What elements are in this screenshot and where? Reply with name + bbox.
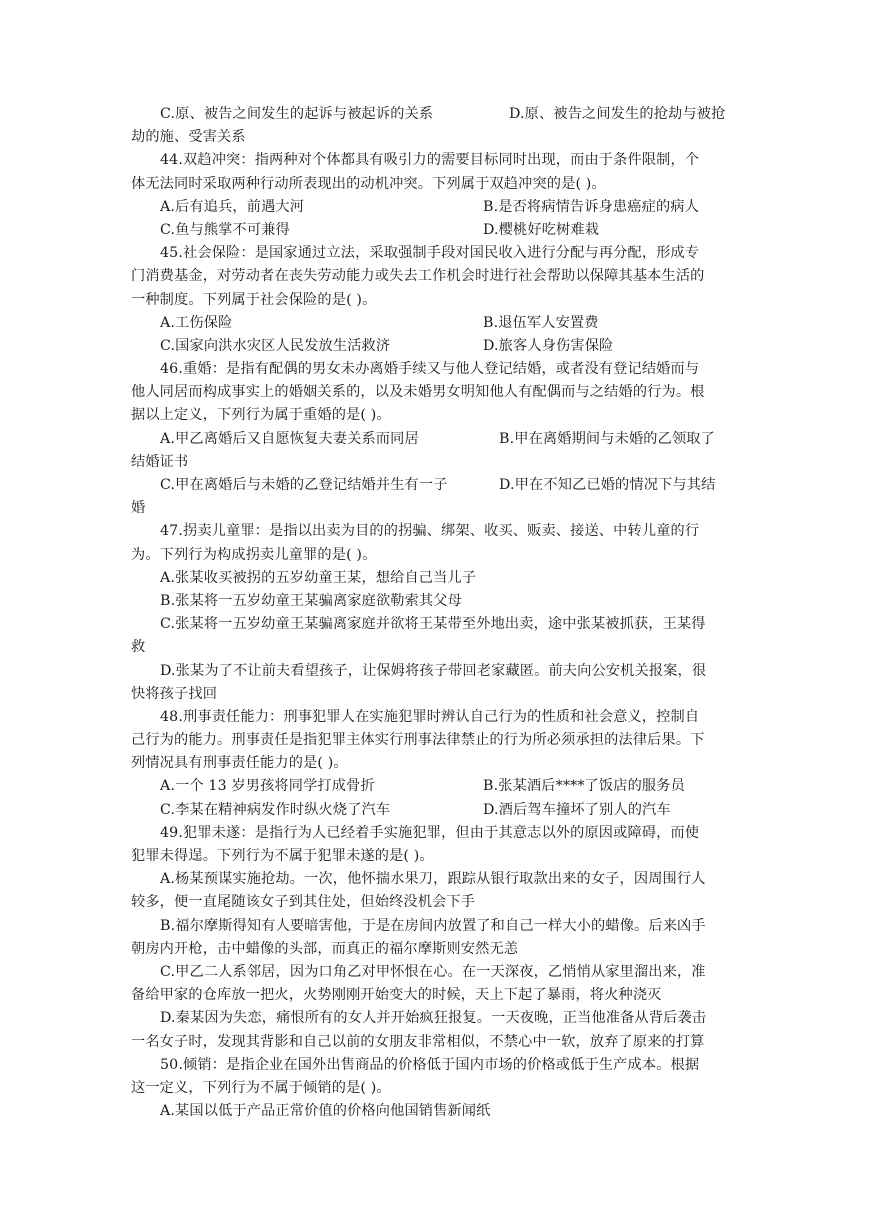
text-line: 结婚证书 [131, 453, 189, 470]
text-line: 己行为的能力。刑事责任是指犯罪主体实行刑事法律禁止的行为所必须承担的法律后果。下 [131, 732, 705, 749]
option-c: C.甲在离婚后与未婚的乙登记结婚并生有一子 [160, 477, 448, 493]
option-row [131, 312, 741, 335]
text-line: 备给甲家的仓库放一把火，火势刚刚开始变大的时候，天上下起了暴雨，将火种浇灭 [131, 987, 662, 1004]
option-row [131, 474, 741, 497]
question-49: 49.犯罪未遂：是指行为人已经着手实施犯罪，但由于其意志以外的原因或障碍，而使 [160, 824, 700, 841]
text-line: 快将孩子找回 [131, 685, 218, 702]
option-a: A.杨某预谋实施抢劫。一次，他怀揣水果刀，跟踪从银行取款出来的女子，因周围行人 [160, 871, 706, 888]
question-50: 50.倾销：是指企业在国外出售商品的价格低于国内市场的价格或低于生产成本。根据 [160, 1056, 700, 1073]
text-line: 较多，便一直尾随该女子到其住处，但始终没机会下手 [131, 894, 476, 911]
option-d: D.甲在不知乙已婚的情况下与其结 [499, 477, 716, 493]
option-c: C.张某将一五岁幼童王某骗离家庭并欲将王某带至外地出卖，途中张某被抓获，王某得 [160, 616, 706, 633]
option-a: A.某国以低于产品正常价值的价格向他国销售新闻纸 [160, 1103, 491, 1120]
option-b: B.退伍军人安置费 [483, 314, 599, 331]
text-line: 门消费基金，对劳动者在丧失劳动能力或失去工作机会时进行社会帮助以保障其基本生活的 [131, 268, 705, 285]
option-b: B.张某将一五岁幼童王某骗离家庭欲勒索其父母 [160, 592, 462, 609]
option-b: B.是否将病情告诉身患癌症的病人 [483, 198, 699, 215]
text-line: 一名女子时，发现其背影和自己以前的女朋友非常相似，不禁心中一软，放弃了原来的打算 [131, 1033, 705, 1050]
option-a: A.一个 13 岁男孩将同学打成骨折 [160, 778, 375, 795]
document-text [131, 103, 741, 1123]
question-47: 47.拐卖儿童罪：是指以出卖为目的的拐骗、绑架、收买、贩卖、接送、中转儿童的行 [160, 523, 700, 540]
option-a: A.张某收买被拐的五岁幼童王某，想给自己当儿子 [160, 569, 477, 586]
text-line: 一种制度。下列属于社会保险的是( )。 [131, 291, 377, 308]
text-line: 据以上定义，下列行为属于重婚的是( )。 [131, 407, 391, 424]
question-46: 46.重婚：是指有配偶的男女未办离婚手续又与他人登记结婚，或者没有登记结婚而与 [160, 361, 700, 378]
option-d: D.酒后驾车撞坏了别人的汽车 [483, 801, 671, 818]
text-line: 劫的施、受害关系 [131, 129, 246, 146]
option-row [131, 335, 741, 358]
text-line: 救 [131, 639, 146, 656]
text-line: 体无法同时采取两种行动所表现出的动机冲突。下列属于双趋冲突的是( )。 [131, 175, 606, 192]
text-line: 婚 [131, 500, 146, 517]
option-row [131, 775, 741, 798]
text-line: 朝房内开枪，击中蜡像的头部，而真正的福尔摩斯则安然无恙 [131, 940, 519, 957]
option-d: D.原、被告之间发生的抢劫与被抢 [509, 106, 726, 122]
option-row [131, 103, 741, 126]
option-b: B.张某酒后****了饭店的服务员 [483, 778, 685, 795]
option-c: C.原、被告之间发生的起诉与被起诉的关系 [160, 106, 434, 122]
option-b: B.甲在离婚期间与未婚的乙领取了 [499, 430, 715, 447]
option-d: D.樱桃好吃树难栽 [483, 221, 600, 238]
option-c: C.国家向洪水灾区人民发放生活救济 [160, 337, 391, 354]
option-c: C.李某在精神病发作时纵火烧了汽车 [160, 801, 391, 818]
question-44: 44.双趋冲突：指两种对个体都具有吸引力的需要目标同时出现，而由于条件限制，个 [160, 152, 700, 169]
option-row [131, 428, 741, 451]
option-row [131, 799, 741, 822]
option-a: A.甲乙离婚后又自愿恢复夫妻关系而同居 [160, 430, 419, 447]
option-a: A.后有追兵，前遇大河 [160, 198, 305, 215]
text-line: 他人同居而构成事实上的婚姻关系的，以及未婚男女明知他人有配偶而与之结婚的行为。根 [131, 384, 705, 401]
option-d: D.张某为了不让前夫看望孩子，让保姆将孩子带回老家藏匿。前夫向公安机关报案，很 [160, 662, 707, 679]
text-line: 列情况具有刑事责任能力的是( )。 [131, 755, 348, 772]
option-d: D.旅客人身伤害保险 [483, 337, 614, 354]
text-line: 为。下列行为构成拐卖儿童罪的是( )。 [131, 546, 377, 563]
question-45: 45.社会保险：是国家通过立法，采取强制手段对国民收入进行分配与再分配，形成专 [160, 245, 700, 262]
text-line: 犯罪未得逞。下列行为不属于犯罪未遂的是( )。 [131, 848, 434, 864]
option-c: C.鱼与熊掌不可兼得 [160, 221, 290, 238]
option-row [131, 219, 741, 242]
option-c: C.甲乙二人系邻居，因为口角乙对甲怀恨在心。在一天深夜，乙悄悄从家里溜出来，准 [160, 963, 706, 980]
option-row [131, 196, 741, 219]
option-a: A.工伤保险 [160, 314, 233, 331]
text-line: 这一定义，下列行为不属于倾销的是( )。 [131, 1079, 391, 1096]
option-b: B.福尔摩斯得知有人要暗害他，于是在房间内放置了和自己一样大小的蜡像。后来凶手 [160, 917, 706, 934]
option-d: D.秦某因为失恋，痛恨所有的女人并开始疯狂报复。一天夜晚，正当他准备从背后袭击 [160, 1010, 707, 1027]
question-48: 48.刑事责任能力：刑事犯罪人在实施犯罪时辨认自己行为的性质和社会意义，控制自 [160, 708, 700, 725]
